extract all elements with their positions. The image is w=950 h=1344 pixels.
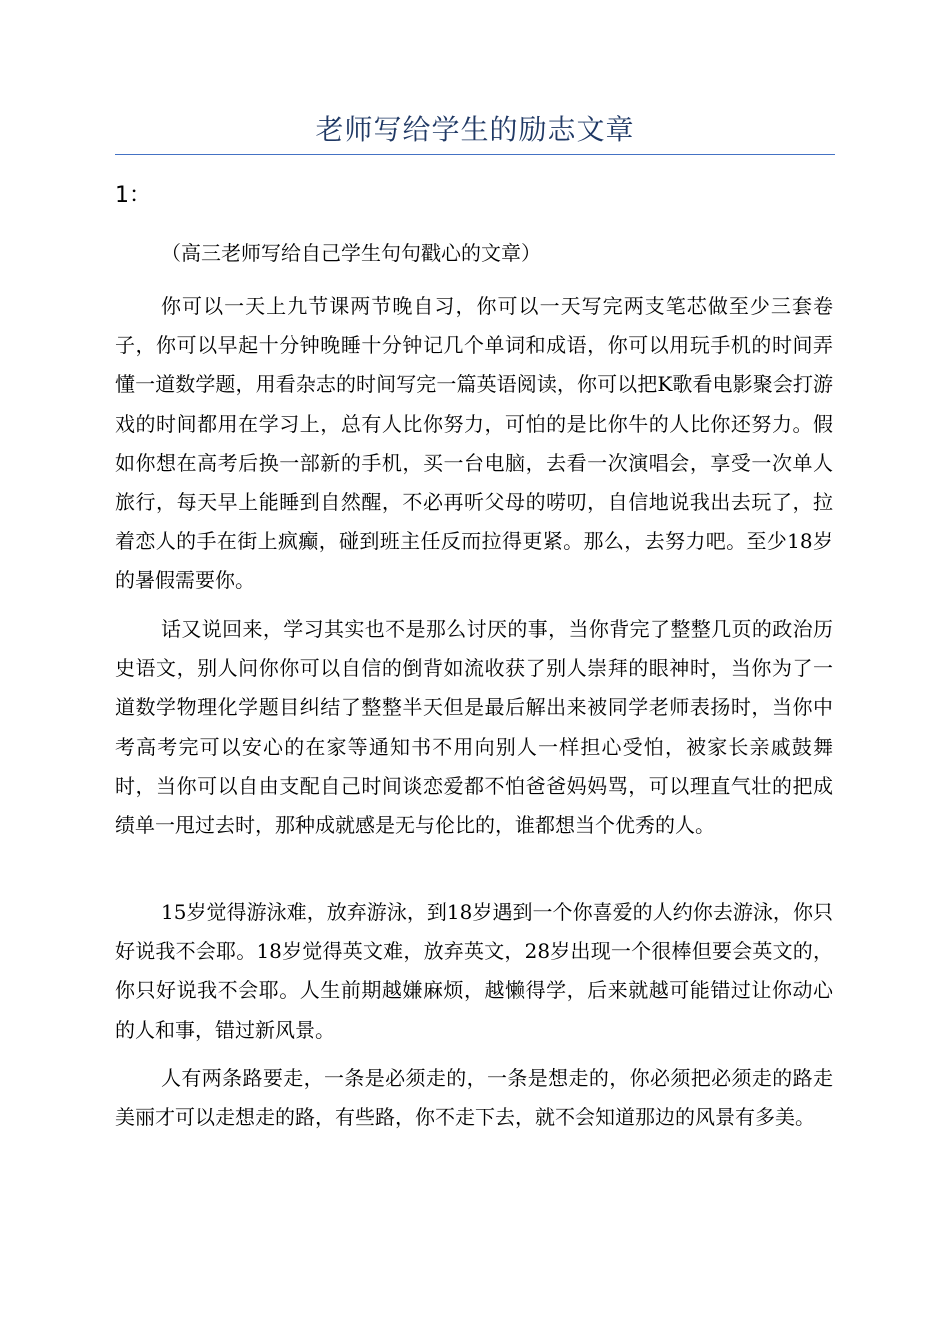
section-number: 1：	[115, 183, 151, 208]
paragraph: 话又说回来，学习其实也不是那么讨厌的事，当你背完了整整几页的政治历史语文，别人问你你可以自信的倒背如流收获了别人崇拜的眼神时，当你为了一道数学物理化学题目纠结了整整半天但是最后解出来被同学老师表扬时，当你中考高考完可以安心的在家等通知书不用向别人一样担心受怕，被家长亲戚鼓舞时，当你可以自由支配自己时间谈恋爱都不怕爸爸妈妈骂，可以理直气壮的把成绩单一甩过去时，那种成就感是无与伦比的，谁都想当个优秀的人。	[115, 617, 833, 838]
paragraph: 15岁觉得游泳难，放弃游泳，到18岁遇到一个你喜爱的人约你去游泳，你只好说我不会耶。18岁觉得英文难，放弃英文，28岁出现一个很棒但要会英文的，你只好说我不会耶。人生前期越嫌麻烦，越懒得学，后来就越可能错过让你动心的人和事，错过新风景。	[115, 900, 833, 1042]
title-underline	[115, 154, 835, 155]
article-subtitle: （高三老师写给自己学生句句戳心的文章）	[161, 241, 541, 265]
paragraph: 你可以一天上九节课两节晚自习，你可以一天写完两支笔芯做至少三套卷子，你可以早起十分钟晚睡十分钟记几个单词和成语，你可以用玩手机的时间弄懂一道数学题，用看杂志的时间写完一篇英语阅读，你可以把K歌看电影聚会打游戏的时间都用在学习上，总有人比你努力，可怕的是比你牛的人比你还努力。假如你想在高考后换一部新的手机，买一台电脑，去看一次演唱会，享受一次单人旅行，每天早上能睡到自然醒，不必再听父母的唠叨，自信地说我出去玩了，拉着恋人的手在街上疯癫，碰到班主任反而拉得更紧。那么，去努力吧。至少18岁的暑假需要你。	[115, 294, 833, 593]
paragraph: 人有两条路要走，一条是必须走的，一条是想走的，你必须把必须走的路走美丽才可以走想走的路，有些路，你不走下去，就不会知道那边的风景有多美。	[115, 1066, 833, 1130]
document-title: 老师写给学生的励志文章	[315, 113, 635, 146]
